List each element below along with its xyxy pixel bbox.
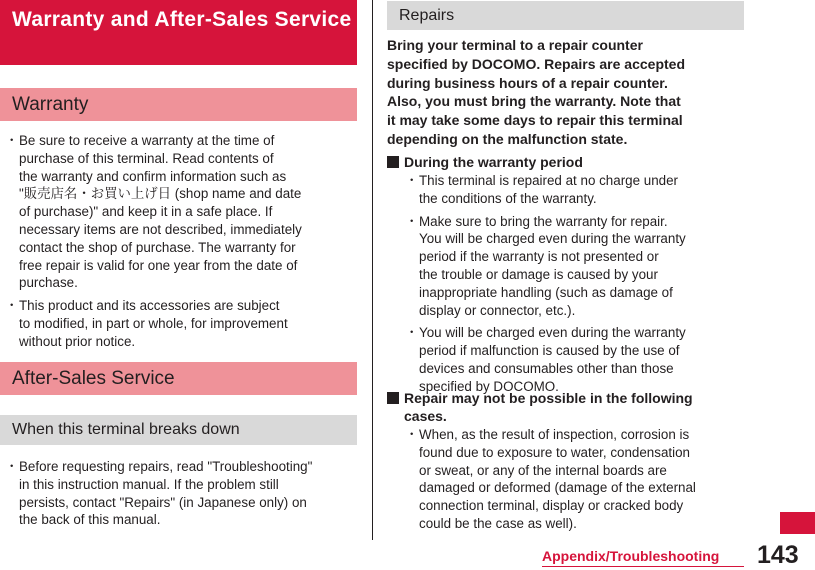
bullet-line: specified by DOCOMO. <box>419 378 559 394</box>
bullet-item <box>5 458 360 529</box>
bullet-line: "販売店名・お買い上げ日 (shop name and date <box>19 186 302 202</box>
intro-line: depending on the malfunction state. <box>387 130 628 147</box>
bullet-line: This terminal is repaired at no charge under <box>419 173 679 188</box>
intro-line: it may take some days to repair this terminal <box>387 112 683 129</box>
not-possible-bullet-list <box>405 426 750 538</box>
during-warranty-heading-text: During the warranty period <box>404 154 583 170</box>
bullet-line: Before requesting repairs, read "Troubleshooting" <box>19 459 313 474</box>
bullet-line: the back of this manual. <box>19 512 161 528</box>
bullet-line: period if the warranty is not presented or <box>419 249 659 265</box>
intro-line: Also, you must bring the warranty. Note that <box>387 93 681 110</box>
section-link[interactable]: Appendix/Troubleshooting <box>542 548 720 564</box>
bullet-line: persists, contact "Repairs" (in Japanese only) on <box>19 494 307 510</box>
bullet-item <box>405 426 750 533</box>
page-title: Warranty and After-Sales Service <box>12 8 352 31</box>
bullet-line: You will be charged even during the warranty <box>419 231 686 247</box>
bullet-item <box>5 297 357 350</box>
intro-line: specified by DOCOMO. Repairs are accepted <box>387 55 685 72</box>
bullet-line: the warranty and confirm information such as <box>19 168 287 184</box>
intro-line: Bring your terminal to a repair counter <box>387 37 643 53</box>
bullet-line: connection terminal, display or cracked body <box>419 498 684 514</box>
bullet-marker: ・ <box>405 213 419 229</box>
bullet-line: period if malfunction is caused by the use of <box>419 343 680 359</box>
bullet-line: in this instruction manual. If the problem still <box>19 476 279 492</box>
bullet-line: found due to exposure to water, condensation <box>419 444 690 460</box>
bullet-line: free repair is valid for one year from the date of <box>19 257 298 273</box>
bullet-marker: ・ <box>405 427 419 442</box>
bullet-line: Make sure to bring the warranty for repair. <box>419 213 668 229</box>
repairs-intro-paragraph <box>387 36 747 149</box>
bullet-line: the conditions of the warranty. <box>419 190 597 206</box>
breaks-down-heading-bar <box>0 415 357 445</box>
bullet-line: without prior notice. <box>19 333 136 349</box>
page-number: 143 <box>757 541 799 569</box>
square-bullet-icon <box>387 156 399 168</box>
repairs-heading: Repairs <box>399 7 455 24</box>
bullet-marker: ・ <box>5 133 19 148</box>
bullet-line: display or connector, etc.). <box>419 302 576 318</box>
chapter-tab <box>780 512 815 534</box>
bullet-line: You will be charged even during the warranty <box>419 325 686 341</box>
bullet-line: Be sure to receive a warranty at the time of <box>19 133 275 148</box>
bullet-line: of purchase)" and keep it in a safe place. If <box>19 204 273 220</box>
bullet-marker: ・ <box>405 173 419 188</box>
intro-line: during business hours of a repair counter. <box>387 74 668 91</box>
during-warranty-bullet-list <box>405 172 750 394</box>
bullet-line: could be the case as well). <box>419 516 577 531</box>
bullet-marker: ・ <box>5 459 19 474</box>
bullet-marker: ・ <box>5 298 19 314</box>
warranty-heading: Warranty <box>12 94 89 115</box>
breaks-down-heading: When this terminal breaks down <box>12 421 240 438</box>
bullet-line: inappropriate handling (such as damage of <box>419 284 673 300</box>
bullet-line: the trouble or damage is caused by your <box>419 266 658 282</box>
bullet-marker: ・ <box>405 325 419 341</box>
bullet-line: necessary items are not described, immediately <box>19 222 302 237</box>
bullet-line: or sweat, or any of the internal boards are <box>419 462 667 478</box>
during-warranty-heading <box>387 153 749 171</box>
square-bullet-icon <box>387 392 399 404</box>
column-divider <box>372 0 373 540</box>
page-title-bar <box>0 0 357 65</box>
breaks-down-bullet-list <box>5 458 360 538</box>
warranty-bullet-list <box>5 132 357 352</box>
not-possible-heading <box>387 389 749 427</box>
bullet-item <box>405 324 750 395</box>
after-sales-heading-bar <box>0 362 357 395</box>
not-possible-heading-line: cases. <box>404 408 447 424</box>
bullet-line: This product and its accessories are subject <box>19 298 280 314</box>
bullet-line: contact the shop of purchase. The warranty for <box>19 239 296 255</box>
section-link-underline <box>542 566 744 567</box>
bullet-line: devices and consumables other than those <box>419 360 674 376</box>
after-sales-heading: After-Sales Service <box>12 368 175 389</box>
bullet-line: purchase. <box>19 275 78 291</box>
bullet-item <box>405 172 750 208</box>
bullet-line: purchase of this terminal. Read contents of <box>19 150 274 166</box>
bullet-line: When, as the result of inspection, corrosion is <box>419 427 690 442</box>
warranty-heading-bar <box>0 88 357 121</box>
not-possible-heading-line: Repair may not be possible in the following <box>404 390 693 406</box>
bullet-line: damaged or deformed (damage of the external <box>419 480 696 496</box>
repairs-heading-bar <box>387 1 744 30</box>
bullet-item <box>5 132 357 292</box>
bullet-line: to modified, in part or whole, for improvement <box>19 315 288 331</box>
bullet-item <box>405 213 750 320</box>
